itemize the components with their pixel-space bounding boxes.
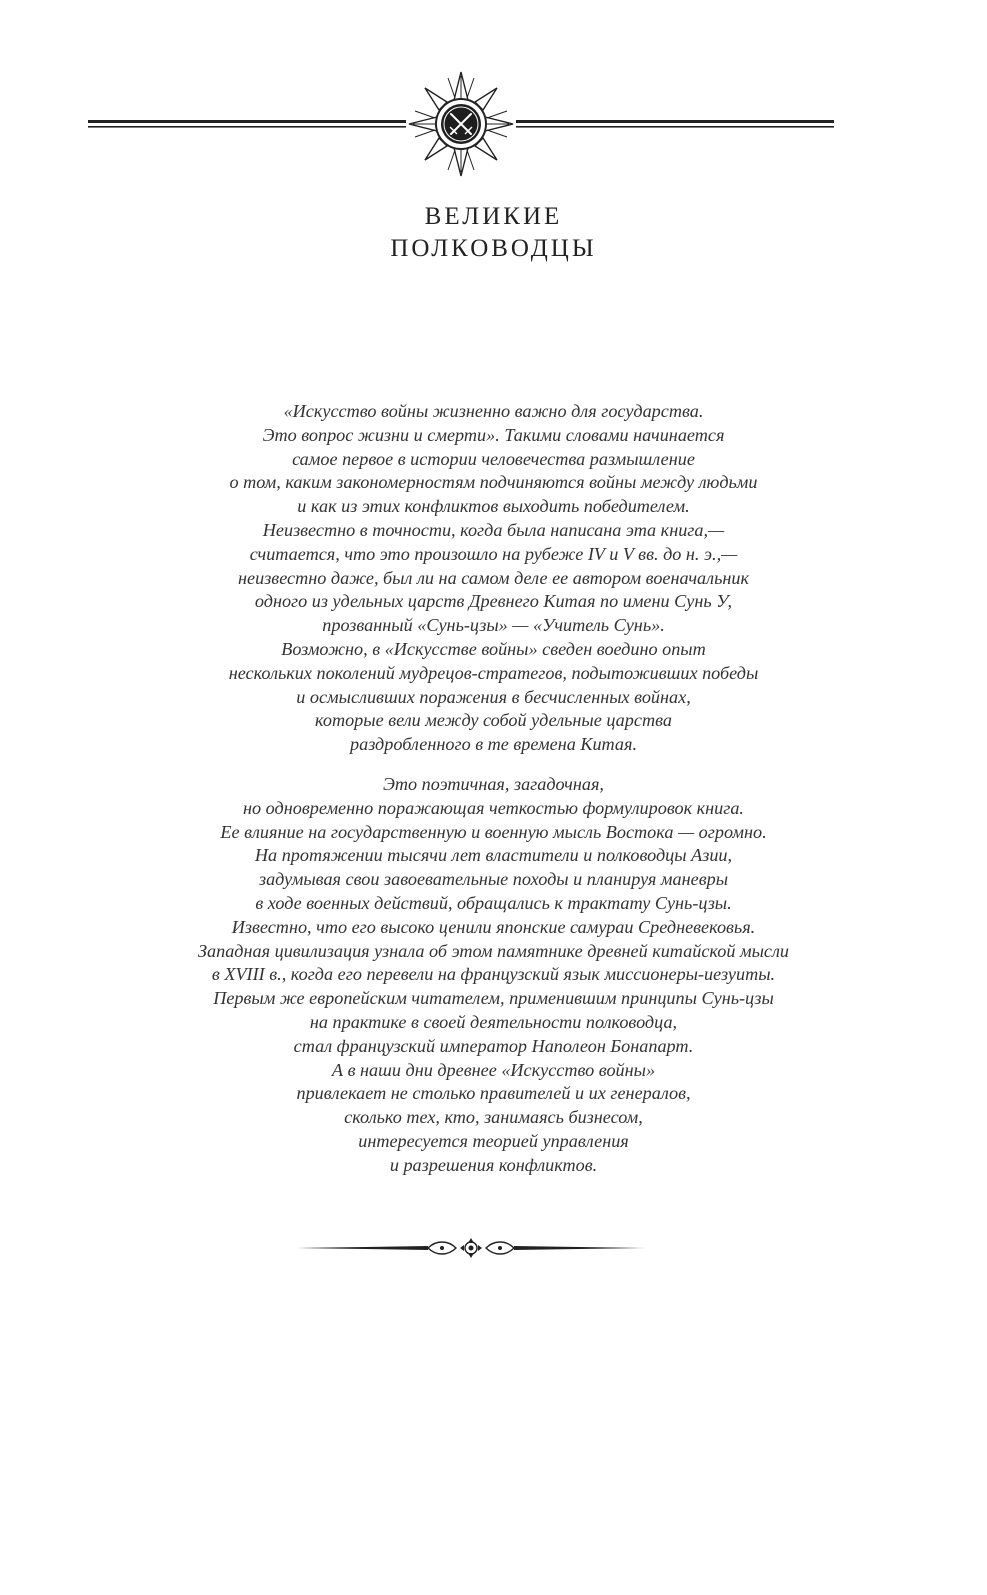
page-title-line2: ПОЛКОВОДЦЫ [390,235,597,262]
text-line: в XVIII в., когда его перевели на французский язык миссионеры-иезуиты. [211,964,776,985]
text-line: Это вопрос жизни и смерти». Такими словами начинается [262,424,725,445]
paragraph-1 [60,400,927,757]
text-line: раздробленного в те времена Китая. [350,734,637,755]
text-line: Первым же европейским читателем, применившим принципы Сунь-цзы [213,988,774,1009]
text-line: Это поэтичная, загадочная, [383,774,604,794]
text-line: одного из удельных царств Древнего Китая по имени Сунь У, [254,591,733,612]
text-line: на практике в своей деятельности полководца, [309,1011,678,1032]
text-line: интересуется теорией управления [358,1130,629,1151]
text-line: На протяжении тысячи лет властители и полководцы Азии, [254,845,733,866]
text-line: о том, каким закономерностям подчиняются войны между людьми [229,472,758,493]
text-line: неизвестно даже, был ли на самом деле ее автором военачальник [238,567,749,588]
text-line: стал французский император Наполеон Бонапарт. [293,1035,694,1056]
text-line: Возможно, в «Искусстве войны» сведен воедино опыт [281,638,706,659]
text-line: и разрешения конфликтов. [389,1154,598,1175]
text-line: задумывая свои завоевательные походы и планируя маневры [258,869,729,890]
text-line: но одновременно поражающая четкостью формулировок книга. [243,797,744,818]
paragraph-2 [60,773,927,1178]
text-line: которые вели между собой удельные царства [315,710,672,731]
text-line: привлекает не столько правителей и их генералов, [296,1083,691,1104]
ornamental-divider-icon [296,1236,646,1260]
text-line: сколько тех, кто, занимаясь бизнесом, [344,1107,643,1128]
text-line: и как из этих конфликтов выходить победителем. [297,496,690,517]
text-line: самое первое в истории человечества размышление [292,448,695,469]
text-line: Неизвестно в точности, когда была написана эта книга,— [262,519,725,540]
text-line: прозванный «Сунь-цзы» — «Учитель Сунь». [322,615,665,636]
text-line: в ходе военных действий, обращались к трактату Сунь-цзы. [255,892,732,913]
text-line: Известно, что его высоко ценили японские самураи Средневековья. [231,916,756,937]
page-title-line1: ВЕЛИКИЕ [424,203,563,230]
star-order-emblem-icon [88,70,834,182]
text-line: нескольких поколений мудрецов-стратегов, подытоживших победы [228,662,759,683]
text-line: Западная цивилизация узнала об этом памятнике древней китайской мысли [198,940,789,961]
text-line: «Искусство войны жизненно важно для государства. [283,401,704,421]
text-line: А в наши дни древнее «Искусство войны» [331,1059,656,1080]
text-line: считается, что это произошло на рубеже IV и V вв. до н. э.,— [249,543,738,564]
text-line: Ее влияние на государственную и военную мысль Востока — огромно. [220,821,767,842]
text-line: и осмысливших поражения в бесчисленных войнах, [296,686,691,707]
